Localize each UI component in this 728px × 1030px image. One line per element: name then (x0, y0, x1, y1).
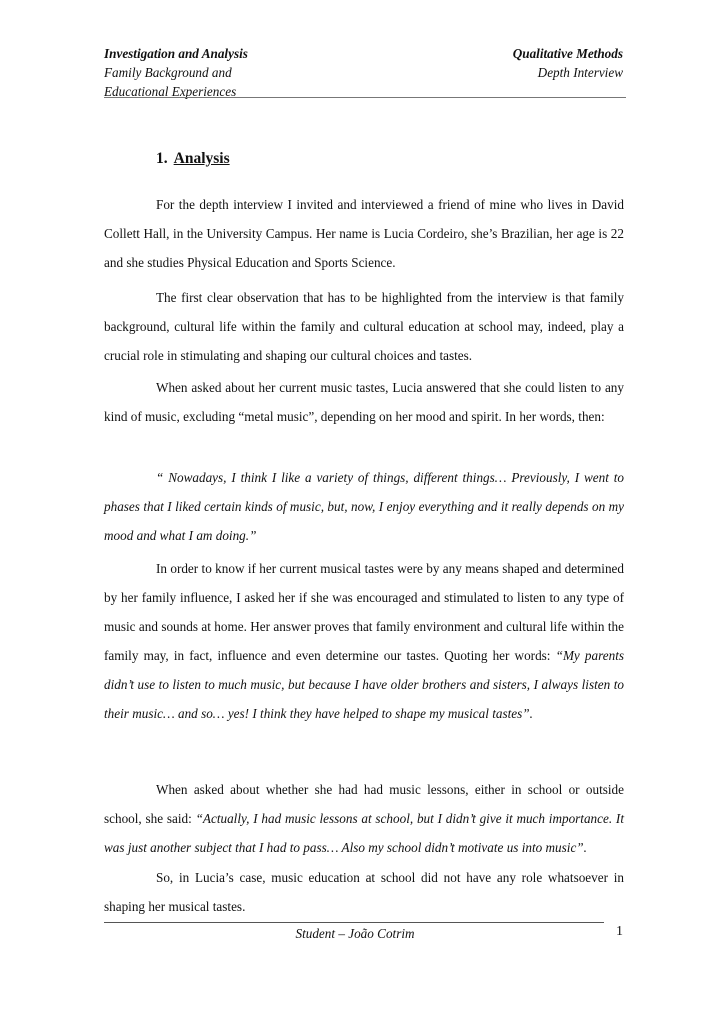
footer-author: Student – João Cotrim (295, 926, 415, 941)
header-method: Depth Interview (537, 65, 623, 80)
paragraph-quote-nowadays: “ Nowadays, I think I like a variety of things, different things… Previously, I went to phases that I liked certain kinds of music, but, now, I enjoy everything and it really depends on my mood and what I am doing.” (104, 470, 624, 543)
paragraph-family-influence-quote: “My parents didn’t use to listen to much music, but because I have older brothers and sisters, I always listen to their music… and so… yes! I think they have helped to shape my musical tastes”. (104, 648, 624, 721)
paragraph-music-lessons-text: When asked about whether she had had music lessons, either in school or outside school, she said: (104, 782, 624, 826)
footer-divider (104, 922, 604, 923)
paragraph-observation: The first clear observation that has to be highlighted from the interview is that family background, cultural life within the family and cultural education at school may, indeed, play a crucial role in stimulating and shaping our cultural choices and tastes. (104, 290, 624, 363)
header-course-title: Investigation and Analysis (104, 46, 248, 61)
header-topic-line2: Educational Experiences (104, 84, 237, 99)
paragraph-family-influence (104, 554, 624, 728)
section-title: Analysis (173, 150, 230, 167)
header-topic-line1: Family Background and (104, 65, 232, 80)
paragraph-music-tastes: When asked about her current music tastes, Lucia answered that she could listen to any kind of music, excluding “metal music”, depending on her mood and spirit. In her words, then: (104, 380, 624, 424)
paragraph-intro: For the depth interview I invited and interviewed a friend of mine who lives in David Collett Hall, in the University Campus. Her name is Lucia Cordeiro, she’s Brazilian, her age is 22 and she studies Physical Education and Sports Science. (104, 197, 624, 270)
header-module-title: Qualitative Methods (512, 46, 623, 61)
page-number: 1 (616, 924, 623, 939)
section-heading (156, 150, 230, 168)
header-right (513, 44, 623, 82)
section-number: 1. (156, 150, 168, 167)
paragraph-family-influence-text: In order to know if her current musical tastes were by any means shaped and determined by her family influence, I asked her if she was encouraged and stimulated to listen to any type of music and sounds at home. Her answer proves that family environment and cultural life within the family may, in fact, influence and even determine our tastes. Quoting her words: (104, 561, 624, 663)
paragraph-music-lessons (104, 775, 624, 862)
header-left (104, 44, 248, 101)
paragraph-music-lessons-quote: “Actually, I had music lessons at school, but I didn’t give it much importance. It was just another subject that I had to pass… Also my school didn’t motivate us into music”. (104, 811, 624, 855)
paragraph-conclusion: So, in Lucia’s case, music education at school did not have any role whatsoever in shaping her musical tastes. (104, 870, 624, 914)
header-divider (104, 97, 626, 98)
